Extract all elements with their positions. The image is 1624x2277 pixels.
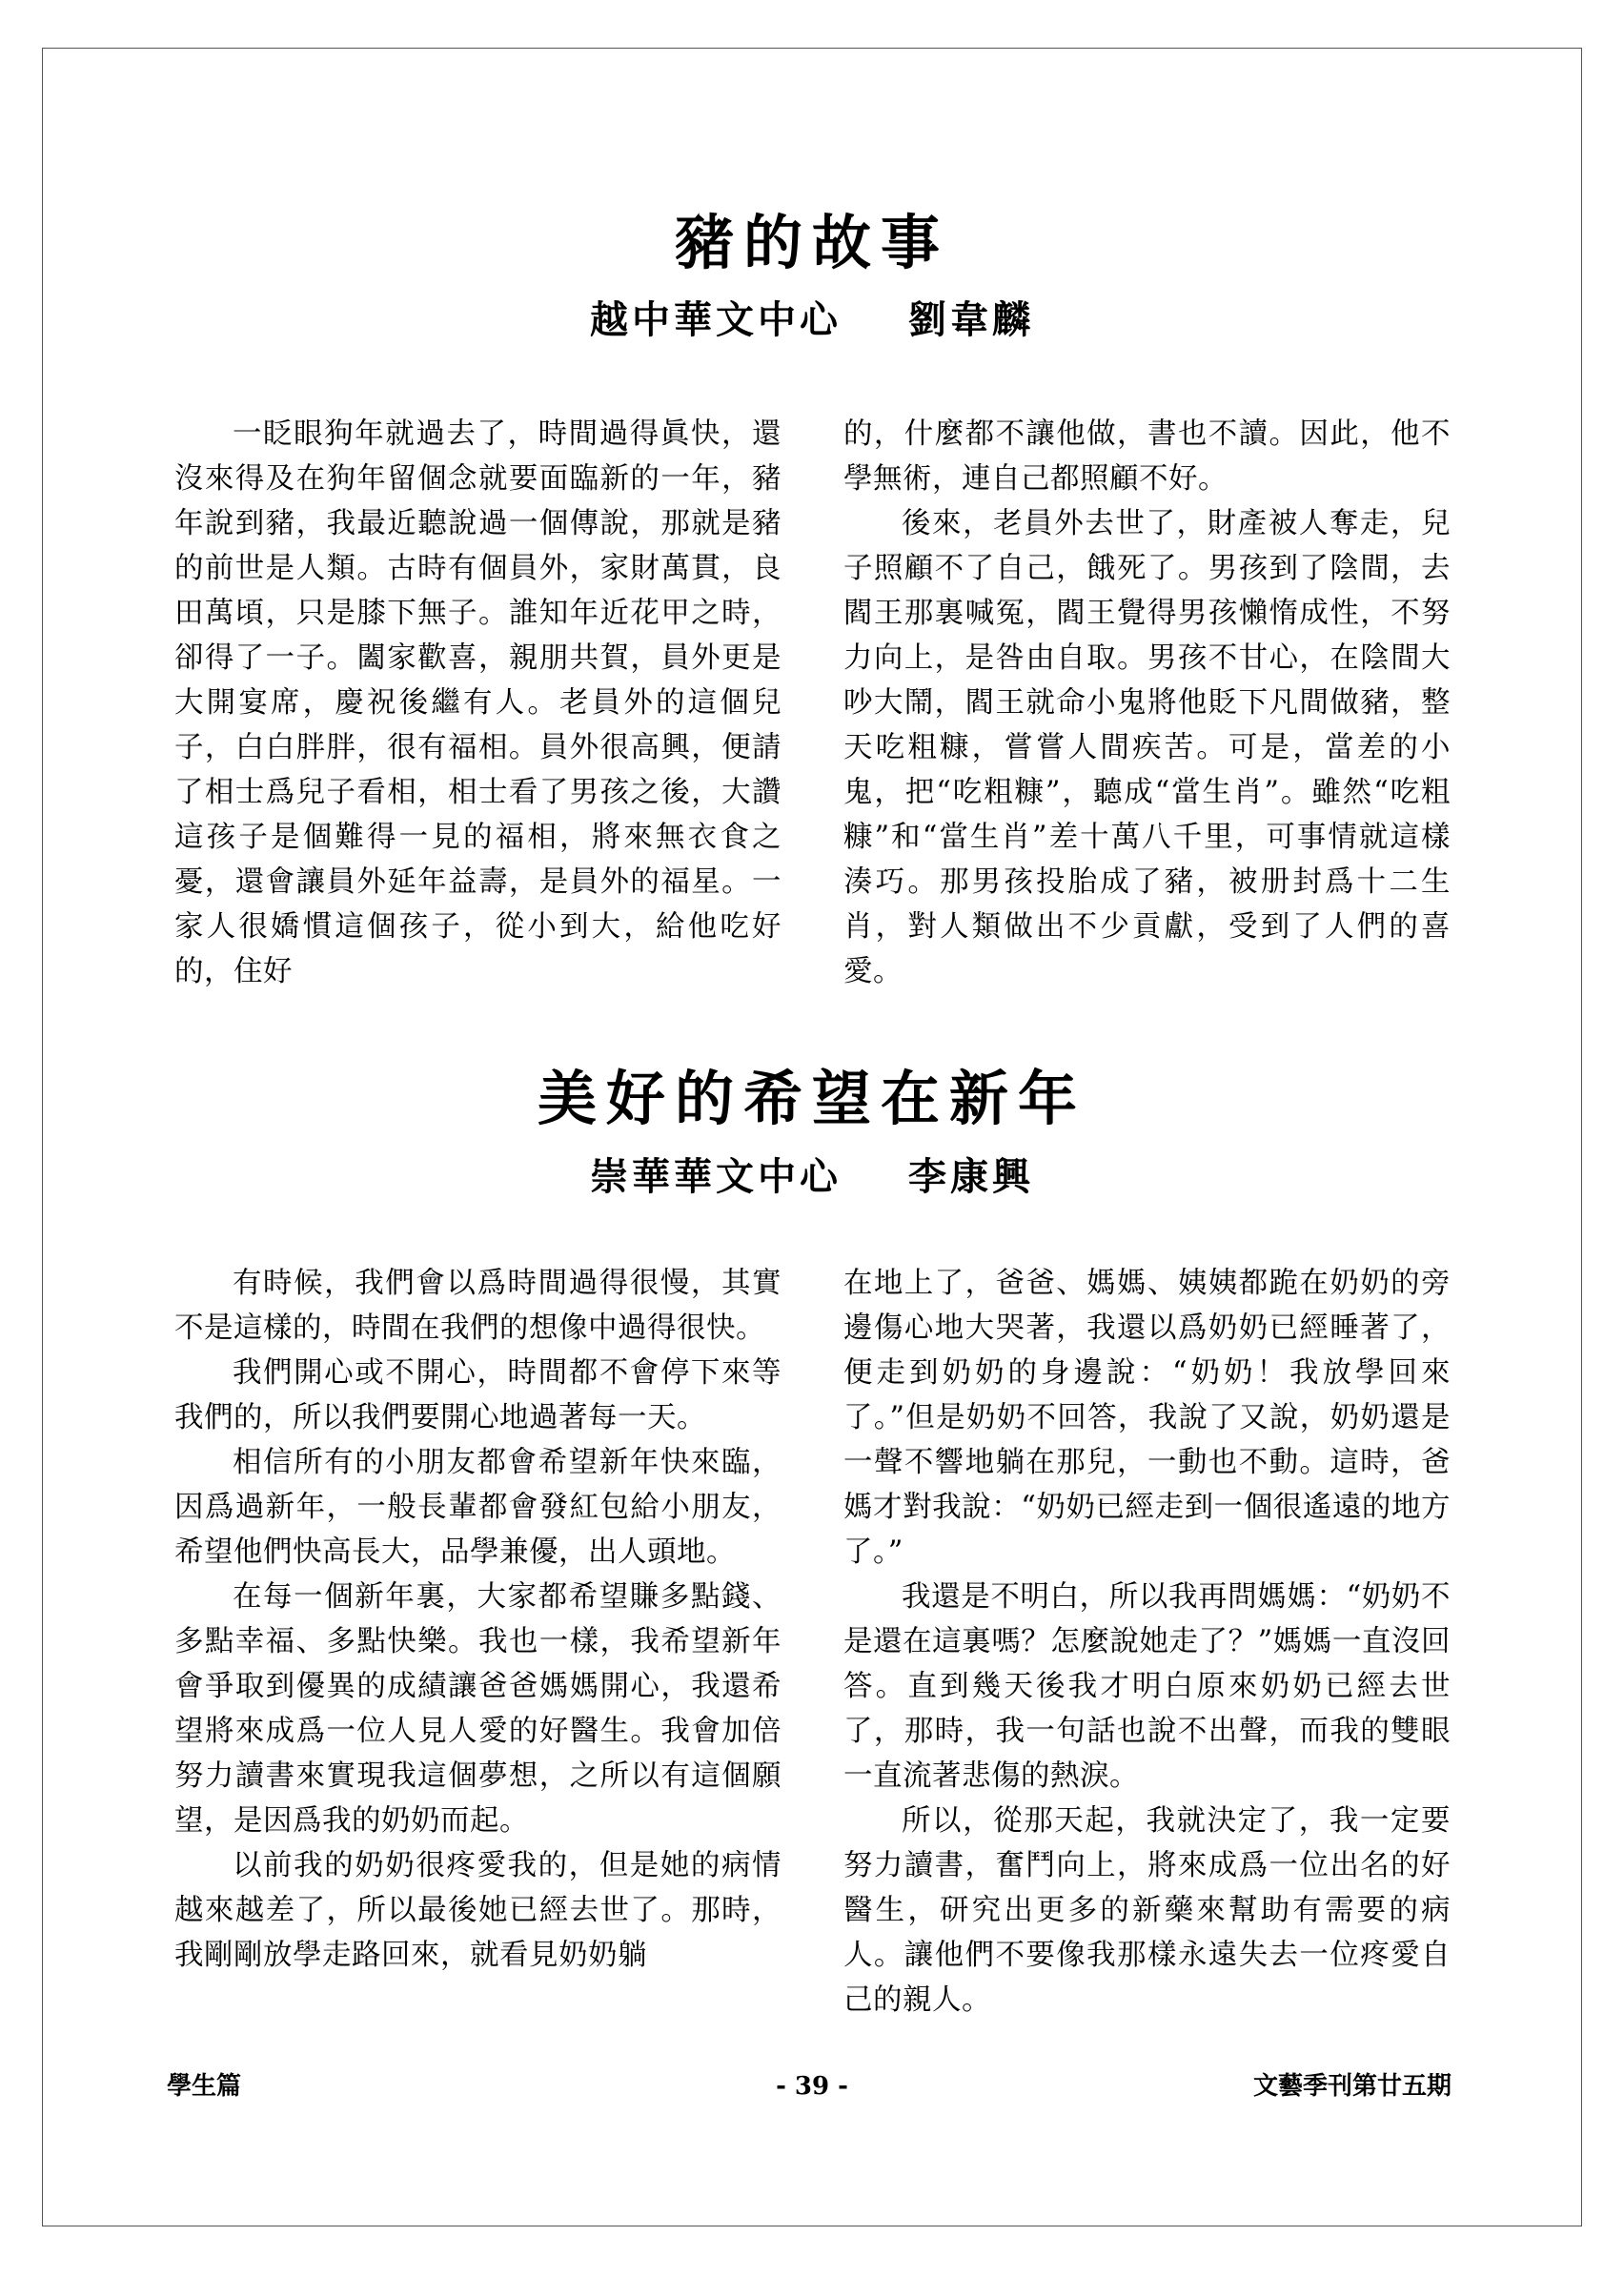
paragraph: 有時候，我們會以爲時間過得很慢，其實不是這樣的，時間在我們的想像中過得很快。 (174, 1267, 782, 1345)
article2-author: 李康興 (908, 1154, 1034, 1199)
article1-right-column (843, 412, 1451, 988)
paragraph: 相信所有的小朋友都會希望新年快來臨，因爲過新年，一般長輩都會發紅包給小朋友，希望他們快高長大，品學兼優，出人頭地。 (174, 1446, 782, 1569)
page-number: - 39 - (776, 2072, 848, 2101)
article1-title: 豬的故事 (674, 208, 949, 277)
article2-school: 崇華華文中心 (590, 1154, 842, 1199)
article2-title: 美好的希望在新年 (537, 1064, 1086, 1133)
article1-school: 越中華文中心 (590, 297, 842, 342)
article1-author: 劉韋麟 (908, 297, 1034, 342)
paragraph: 後來，老員外去世了，財產被人奪走，兒子照顧不了自己，餓死了。男孩到了陰間，去閻王那裏喊冤，閻王覺得男孩懶惰成性，不努力向上，是咎由自取。男孩不甘心，在陰間大吵大鬧，閻王就命小鬼將他貶下凡間做豬，整天吃粗糠，嘗嘗人間疾苦。可是，當差的小鬼，把“吃粗糠”，聽成“當生肖”。雖然“吃粗糠”和“當生肖”差十萬八千里，可事情就這樣湊巧。那男孩投胎成了豬，被册封爲十二生肖，對人類做出不少貢獻，受到了人們的喜愛。 (843, 507, 1451, 988)
article1-left-column (174, 412, 782, 988)
article1-byline (0, 297, 1624, 342)
paragraph: 一眨眼狗年就過去了，時間過得眞快，還沒來得及在狗年留個念就要面臨新的一年，豬年說到豬，我最近聽說過一個傳說，那就是豬的前世是人類。古時有個員外，家財萬貫，良田萬頃，只是膝下無子。誰知年近花甲之時，卻得了一子。闔家歡喜，親朋共賀，員外更是大開宴席，慶祝後繼有人。老員外的這個兒子，白白胖胖，很有福相。員外很高興，便請了相士爲兒子看相，相士看了男孩之後，大讚這孩子是個難得一見的福相，將來無衣食之憂，還會讓員外延年益壽，是員外的福星。一家人很嬌慣這個孩子，從小到大，給他吃好的，住好 (174, 417, 782, 988)
article2-byline (0, 1154, 1624, 1199)
paragraph: 的，什麼都不讓他做，書也不讀。因此，他不學無術，連自己都照顧不好。 (843, 417, 1451, 496)
article2-right-column (843, 1261, 1451, 2023)
paragraph: 所以，從那天起，我就決定了，我一定要努力讀書，奮鬥向上，將來成爲一位出名的好醫生，研究出更多的新藥來幫助有需要的病人。讓他們不要像我那樣永遠失去一位疼愛自己的親人。 (843, 1804, 1451, 2017)
paragraph: 在地上了，爸爸、媽媽、姨姨都跪在奶奶的旁邊傷心地大哭著，我還以爲奶奶已經睡著了，便走到奶奶的身邊說：“奶奶！我放學回來了。”但是奶奶不回答，我說了又說，奶奶還是一聲不響地躺在那兒，一動也不動。這時，爸媽才對我說：“奶奶已經走到一個很遙遠的地方了。” (843, 1267, 1451, 1569)
paragraph: 以前我的奶奶很疼愛我的，但是她的病情越來越差了，所以最後她已經去世了。那時，我剛剛放學走路回來，就看見奶奶躺 (174, 1849, 782, 1972)
footer-publication: 文藝季刊第廿五期 (1252, 2072, 1451, 2101)
paragraph: 我們開心或不開心，時間都不會停下來等我們的，所以我們要開心地過著每一天。 (174, 1356, 782, 1434)
paragraph: 我還是不明白，所以我再問媽媽：“奶奶不是還在這裏嗎？怎麼說她走了？”媽媽一直沒回答。直到幾天後我才明白原來奶奶已經去世了，那時，我一句話也說不出聲，而我的雙眼一直流著悲傷的熱淚。 (843, 1580, 1451, 1793)
paragraph: 在每一個新年裏，大家都希望賺多點錢、多點幸福、多點快樂。我也一樣，我希望新年會爭取到優異的成績讓爸爸媽媽開心，我還希望將來成爲一位人見人愛的好醫生。我會加倍努力讀書來實現我這個夢想，之所以有這個願望，是因爲我的奶奶而起。 (174, 1580, 782, 1838)
article2-left-column (174, 1261, 782, 2023)
footer-section: 學生篇 (167, 2072, 242, 2101)
